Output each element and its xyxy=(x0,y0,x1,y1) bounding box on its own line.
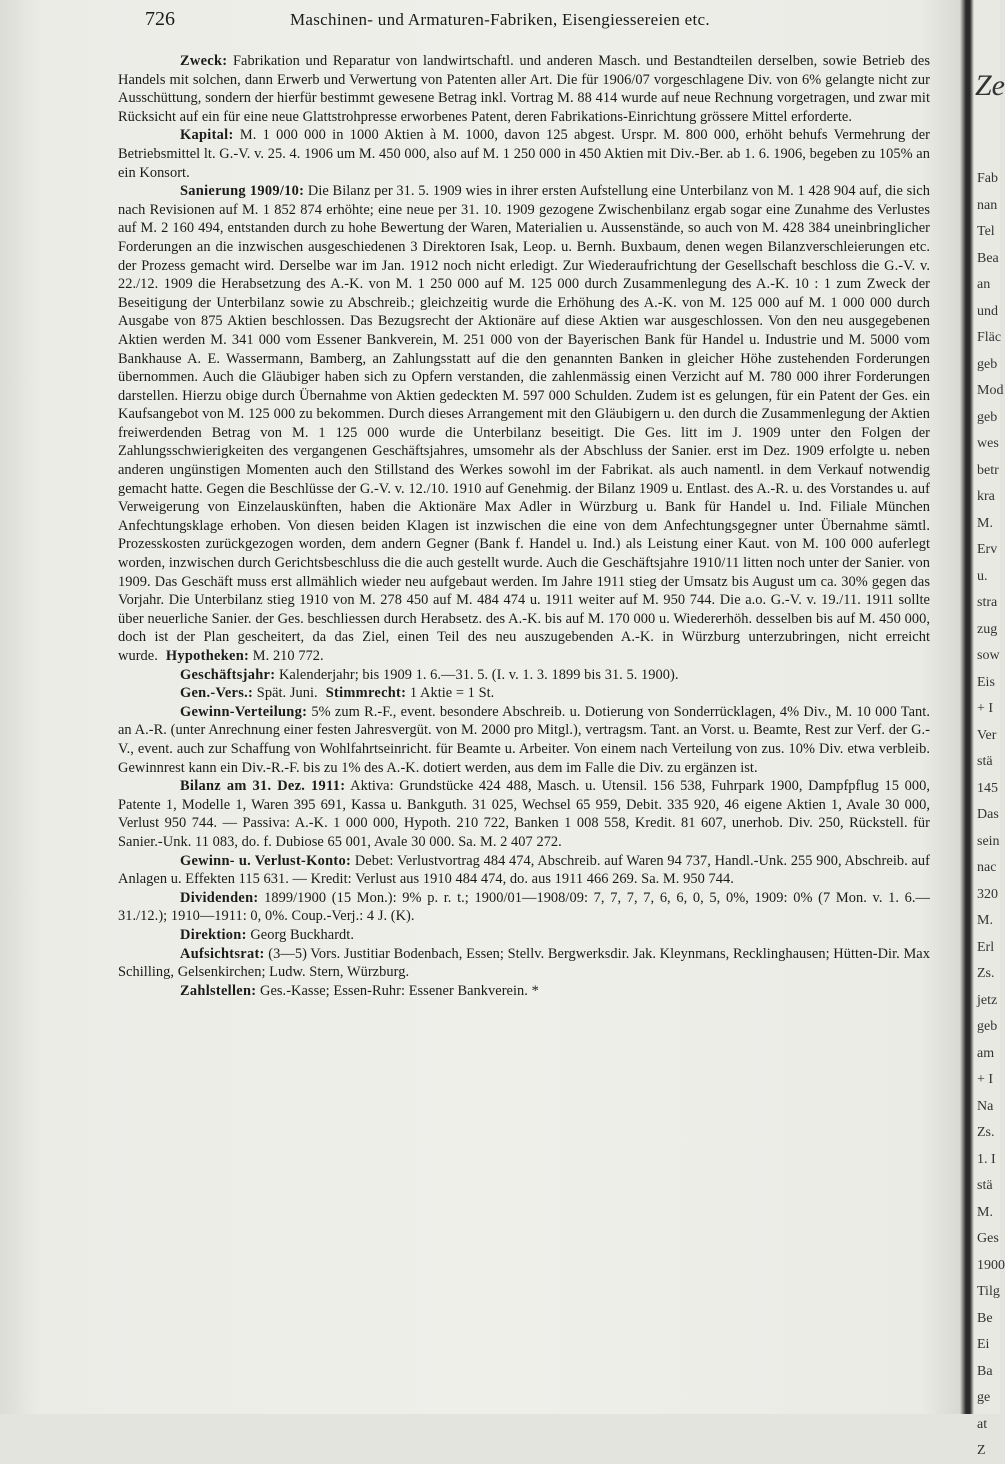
paragraph-text: Kalenderjahr; bis 1909 1. 6.—31. 5. (I. v. 1. 3. 1899 bis 31. 5. 1900). xyxy=(278,666,679,683)
entry-paragraph xyxy=(118,703,930,777)
paragraph-label: Gewinn- u. Verlust-Konto: xyxy=(180,852,352,869)
adjacent-line-fragment: + I xyxy=(977,1072,994,1087)
inline-text: M. 210 772. xyxy=(252,648,324,664)
adjacent-line-fragment: 145 xyxy=(977,780,998,796)
adjacent-line-fragment: Ei xyxy=(977,1337,990,1352)
running-head: Maschinen- und Armaturen-Fabriken, Eisengiessereien etc. xyxy=(290,10,710,29)
entry-paragraph xyxy=(118,126,930,182)
page-number: 726 xyxy=(145,8,175,30)
paragraph-text: Spät. Juni. xyxy=(256,685,318,702)
adjacent-line-fragment: 1. I xyxy=(977,1151,996,1167)
adjacent-line-fragment: Tel xyxy=(977,224,995,239)
adjacent-line-fragment: Zs. xyxy=(977,1125,995,1140)
paragraph-text: Georg Buckhardt. xyxy=(250,926,355,943)
paragraph-text: 5% zum R.-F., event. besondere Abschreib. u. Dotierung von Sonderrücklagen, 4% Div., M. 10 000 Tant. an A.-R. (unter Anrechnung einer festen Jahresvergüt. von M. 2000 pro Mitgl.), vertragsm. Tant. an Vorst. u. Beamte, Rest zur Verf. der G.-V., event. auch zur Schaffung von Wohlfahrtseinricht. für Beamte u. Arbeiter. Von einem nach Verteilung von zus. 10% Div. etwa verbleib. Gewinnrest kann ein Div.-R.-F. bis zu 1% des A.-K. dotiert werden, aus dem im Falle die Div. zu ergänzen ist. xyxy=(118,703,930,776)
entry-body xyxy=(118,52,930,1000)
paragraph-label: Zahlstellen: xyxy=(180,982,257,999)
adjacent-line-fragment: stä xyxy=(977,1178,993,1193)
entry-paragraph xyxy=(118,982,930,1001)
paragraph-label: Bilanz am 31. Dez. 1911: xyxy=(180,778,346,795)
adjacent-line-fragment: zug xyxy=(977,621,998,637)
adjacent-line-fragment: geb xyxy=(977,409,998,425)
adjacent-line-fragment: 1900 xyxy=(977,1257,1005,1273)
paragraph-text: Die Bilanz per 31. 5. 1909 wies in ihrer ersten Aufstellung eine Unterbilanz von M. 1 428 904 auf, die sich nach Revisionen auf M. 1 852 874 erhöhte; eine neue per 31. 10. 1909 gezogene Zwischenbilanz ergab sogar eine Zunahme des Verlustes auf M. 2 160 494, entstanden durch zu hohe Bewertung der Waren, Materialien u. Aussenstände, so auch von M. 428 384 uneinbringlicher Forderungen an die inzwischen ausgeschiedenen 3 Direktoren Isak, Leop. u. Bernh. Buxbaum, denen wegen Bilanzverschleierungen etc. der Prozess gemacht wird. Derselbe war im Jan. 1912 noch nicht erledigt. Zur Wiederaufrichtung der Gesellschaft beschloss die G.-V. v. 22./12. 1909 die Herabsetzung des A.-K. von M. 1 250 000 auf M. 125 000 durch Zusammenlegung des A.-K. 10 : 1 zum Zweck der Beseitigung der Unterbilanz sowie zu Abschreib.; gleichzeitig wurde die Erhöhung des A.-K. von M. 125 000 auf M. 1 000 000 durch Ausgabe von 875 Aktien beschlossen. Das Bezugsrecht der Aktionäre auf diese Aktien war ausgeschlossen. Von den neu ausgegebenen Aktien werden M. 341 000 vom Essener Bankverein, M. 251 000 von der Bayerischen Bank für Handel u. Industrie und M. 5000 vom Bankhause A. E. Wassermann, Bamberg, an Zahlungsstatt auf die den genannten Banken in gleicher Höhe zustehenden Forderungen übernommen. Auch die Gläubiger haben sich zu Opfern verstanden, die zahlenmässig einen Verzicht auf M. 780 000 ihrer Forderungen darstellen. Hierzu obige durch Übernahme von Aktien gedeckten M. 597 000 Schulden. Zudem ist es gelungen, für ein Patent der Ges. ein Kaufsangebot von M. 125 000 zu bekommen. Durch dieses Arrangement mit den Gläubigern u. den durch die Zusammenlegung der Aktien freiwerdenden Betrag von M. 1 125 000 wurde die Unterbilanz beseitigt. Die Ges. litt im J. 1909 unter den Folgen der Zahlungsschwierigkeiten des vergangenen Geschäftsjahres, umsomehr als der Abschluss der Sanier. erst im Dez. 1909 erfolgte u. neben anderen ungünstigen Momenten auch den Stillstand des Werkes sowohl im der Fabrikat. als auch namentl. in dem Verkauf notwendig gemacht hatte. Gegen die Beschlüsse der G.-V. v. 12./10. 1910 auf Genehmig. der Bilanz 1909 u. Entlast. des A.-R. u. des Vorstandes u. auf Verweigerung von Einzelauskünften, haben die Aktionäre Max Adler in Würzburg u. Bank für Handel u. Ind. Filiale München Anfechtungsklage erhoben. Von diesen beiden Klagen ist inzwischen die eine von dem Anfechtungsgegner unter Übernahme sämtl. Prozesskosten zurückgezogen worden, dem andern Gegner (Bank f. Handel u. Ind.) als Leistung einer Kaut. von M. 100 000 auferlegt worden, inzwischen durch Gerichtsbeschluss die die auch gestellt wurde. Auch die Geschäftsjahre 1910/11 litten noch unter der Sanier. von 1909. Das Geschäft muss erst allmählich wieder neu aufgebaut werden. Im Jahre 1911 stieg der Umsatz bis August um ca. 30% gegen das Vorjahr. Die Unterbilanz stieg 1910 von M. 278 450 auf M. 484 474 u. 1911 weiter auf M. 950 744. Die a.o. G.-V. v. 19./11. 1911 sollte über neuerliche Sanier. der Ges. beschliessen durch Herabsetz. des A.-K. bis auf M. 170 000 u. Wiedererhöh. desselben bis auf M. 450 000, doch ist der Plan gescheitert, da das Ziel, einen Teil des neu auszugebenden A.-K. in Würzburg unterzubringen, nicht erreicht wurde. xyxy=(118,183,930,664)
paragraph-text: (3—5) Vors. Justitiar Bodenbach, Essen; Stellv. Bergwerksdir. Jak. Kleynmans, Recklinghausen; Hütten-Dir. Max Schilling, Gelsenkirchen; Ludw. Stern, Würzburg. xyxy=(118,945,930,981)
adjacent-line-fragment: Ba xyxy=(977,1363,993,1379)
adjacent-line-fragment: 320 xyxy=(977,886,998,902)
adjacent-line-fragment: Zs. xyxy=(977,966,995,981)
entry-paragraph xyxy=(118,777,930,851)
adjacent-line-fragment: + I xyxy=(977,701,994,716)
paragraph-label: Geschäftsjahr: xyxy=(180,666,276,683)
adjacent-page-fragment xyxy=(975,0,1005,1458)
inline-label: Stimmrecht: xyxy=(325,685,407,702)
adjacent-line-fragment: an xyxy=(977,277,991,292)
inline-text: 1 Aktie = 1 St. xyxy=(409,685,495,702)
adjacent-line-fragment: M. xyxy=(977,1204,993,1220)
paragraph-text: 1899/1900 (15 Mon.): 9% p. r. t.; 1900/01—1908/09: 7, 7, 7, 7, 6, 6, 0, 5, 0%, 1909: 0% (7 Mon. v. 1. 6.—31./12.); 1910—1911: 0, 0%. Coup.-Verj.: 4 J. (K). xyxy=(118,889,930,925)
adjacent-line-fragment: Fab xyxy=(977,171,998,186)
adjacent-line-fragment: Bea xyxy=(977,250,999,266)
entry-paragraph xyxy=(118,926,930,945)
adjacent-line-fragment: M. xyxy=(977,913,993,928)
adjacent-line-fragment: nac xyxy=(977,860,997,875)
adjacent-line-fragment: nan xyxy=(977,197,998,213)
adjacent-line-fragment: sow xyxy=(977,648,1000,663)
paragraph-text: Aktiva: Grundstücke 424 488, Masch. u. Utensil. 156 538, Fuhrpark 1900, Dampfpflug 15 000, Patente 1, Modelle 1, Waren 395 691, Kassa u. Bankguth. 31 025, Wechsel 65 959, Debit. 335 920, 46 eigene Aktien 1, Avale 30 000, Verlust 950 744. — Passiva: A.-K. 1 000 000, Hypoth. 210 722, Banken 1 008 558, Kredit. 81 607, unerhob. Div. 250, Rückstell. für Sanier.-Unk. 11 083, do. f. Dubiose 65 001, Avale 30 000. Sa. M. 2 407 272. xyxy=(118,778,930,850)
page-header xyxy=(145,8,935,38)
adjacent-line-fragment: geb xyxy=(977,1019,998,1034)
adjacent-line-fragment: sein xyxy=(977,833,1000,849)
adjacent-line-fragment: Tilg xyxy=(977,1284,1000,1299)
adjacent-line-fragment: geb xyxy=(977,356,998,372)
paragraph-text: Ges.-Kasse; Essen-Ruhr: Essener Bankverein. * xyxy=(260,982,539,999)
adjacent-line-fragment: stra xyxy=(977,595,998,610)
adjacent-line-fragment: betr xyxy=(977,462,999,478)
paragraph-label: Gen.-Vers.: xyxy=(180,685,254,702)
adjacent-line-fragment: Mod xyxy=(977,383,1004,398)
adjacent-line-fragment: Ges xyxy=(977,1231,999,1246)
entry-paragraph xyxy=(118,889,930,926)
entry-paragraph xyxy=(118,945,930,982)
paragraph-label: Direktion: xyxy=(180,926,247,943)
adjacent-line-fragment: ge xyxy=(977,1390,991,1405)
paragraph-label: Dividenden: xyxy=(180,889,259,906)
paragraph-label: Zweck: xyxy=(180,53,228,69)
adjacent-line-fragment: und xyxy=(977,303,998,319)
entry-paragraph xyxy=(118,52,930,126)
paragraph-label: Sanierung 1909/10: xyxy=(180,183,305,200)
paragraph-text: Debet: Verlustvortrag 484 474, Abschreib. auf Waren 94 737, Handl.-Unk. 255 900, Abschreib. auf Anlagen u. Effekten 115 631. — Kredit: Verlust aus 1910 484 474, do. aus 1911 466 269. Sa. M. 950 744. xyxy=(118,852,930,888)
paragraph-label: Aufsichtsrat: xyxy=(180,945,265,962)
paragraph-label: Gewinn-Verteilung: xyxy=(180,703,308,720)
adjacent-line-fragment: am xyxy=(977,1045,995,1061)
adjacent-line-fragment: wes xyxy=(977,436,999,451)
adjacent-line-fragment: Na xyxy=(977,1098,994,1114)
entry-paragraph xyxy=(118,684,930,703)
adjacent-line-fragment: Das xyxy=(977,807,999,822)
paragraph-label: Kapital: xyxy=(180,127,234,144)
adjacent-line-fragment: at xyxy=(977,1416,988,1432)
adjacent-title-fragment: Ze xyxy=(975,69,1005,102)
adjacent-line-fragment: Z xyxy=(977,1443,986,1458)
adjacent-line-fragment: Erl xyxy=(977,939,995,955)
adjacent-line-fragment: Eis xyxy=(977,674,995,690)
adjacent-line-fragment: M. xyxy=(977,515,993,531)
entry-paragraph xyxy=(118,852,930,889)
entry-paragraph xyxy=(118,666,930,685)
adjacent-line-fragment: jetz xyxy=(977,992,998,1008)
adjacent-line-fragment: Erv xyxy=(977,542,998,557)
adjacent-line-fragment: Be xyxy=(977,1310,993,1326)
adjacent-line-fragment: stä xyxy=(977,754,993,769)
paragraph-text: Fabrikation und Reparatur von landwirtschaftl. und anderen Masch. und Bestandteilen derselben, sowie Betrieb des Handels mit solchen, dann Erwerb und Verwertung von Patenten aller Art. Die für 1906/07 vorgeschlagene Div. von 6% gelangte nicht zur Ausschüttung, sondern der hierfür bestimmt gewesene Betrag inkl. Vortrag M. 88 414 wurde auf neue Rechnung vorgetragen, und zwar mit Rücksicht auf ein für eine neue Glattstrohpresse erworbenes Patent, deren Fabrikations-Einrichtung grössere Mittel erforderte. xyxy=(118,53,930,125)
adjacent-line-fragment: kra xyxy=(977,489,995,504)
inline-label: Hypotheken: xyxy=(165,648,250,664)
paragraph-text: M. 1 000 000 in 1000 Aktien à M. 1000, davon 125 abgest. Urspr. M. 800 000, erhöht behufs Vermehrung der Betriebsmittel lt. G.-V. v. 25. 4. 1906 um M. 450 000, also auf M. 1 250 000 in 450 Aktien mit Div.-Ber. ab 1. 6. 1906, begeben zu 105% an ein Konsort. xyxy=(118,127,930,181)
adjacent-line-fragment: Fläc xyxy=(977,330,1002,345)
entry-paragraph xyxy=(118,182,930,665)
adjacent-line-fragment: u. xyxy=(977,568,988,584)
adjacent-line-fragment: Ver xyxy=(977,727,997,743)
